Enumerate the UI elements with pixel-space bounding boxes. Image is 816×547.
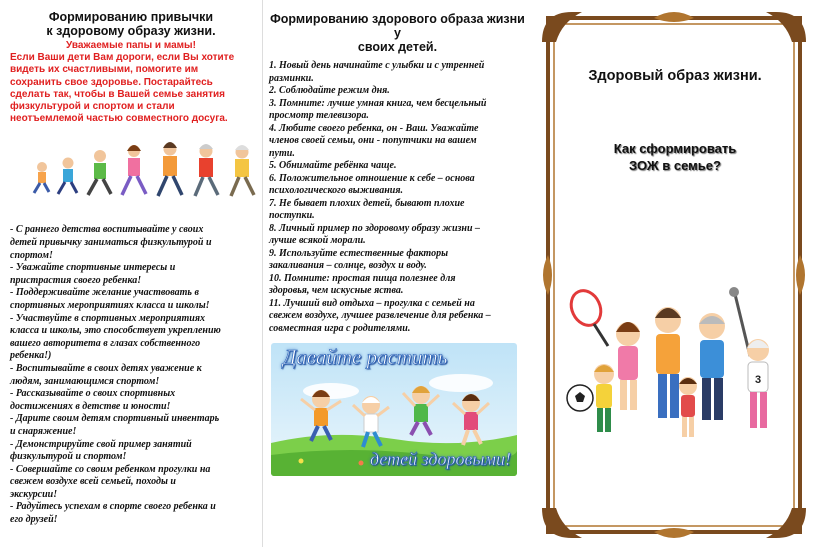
parent-tip-line: и снаряжение! bbox=[10, 425, 77, 437]
runner-figure bbox=[34, 162, 49, 193]
appeal-line: Уважаемые папы и мамы! bbox=[66, 40, 196, 51]
rule-line: закаливания – солнце, воздух и воду. bbox=[269, 260, 427, 271]
soccer-ball-icon bbox=[567, 385, 593, 411]
parent-tip-line: его друзей! bbox=[10, 514, 58, 526]
rule-line: 1. Новый день начинайте с улыбки и с утренней bbox=[269, 60, 485, 71]
rule-line: просмотр телевизора. bbox=[269, 110, 369, 121]
jersey-number: 3 bbox=[754, 374, 762, 386]
rule-line: 11. Лучший вид отдыха – прогулка с семьей на bbox=[269, 297, 475, 309]
cover-subtitle bbox=[534, 140, 816, 174]
hockey-stick-icon bbox=[729, 287, 750, 356]
rule-line: 3. Помните: лучше умная книга, чем бесцельный bbox=[269, 97, 487, 109]
parent-tip-line: - С раннего детства воспитывайте у своих bbox=[10, 224, 204, 236]
healthy-lifestyle-rules bbox=[269, 60, 526, 335]
runner-figure bbox=[58, 158, 77, 195]
family-member-figure bbox=[655, 307, 681, 418]
appeal-line: физкультурой и спортом и стали bbox=[10, 101, 175, 113]
left-heading-line: Формированию привычки bbox=[48, 10, 214, 24]
appeal-line: Если Ваши дети Вам дороги, если Вы хотите bbox=[10, 52, 235, 64]
appeal-line: неотъемлемой частью совместного досуга. bbox=[10, 113, 228, 125]
runner-figure bbox=[231, 145, 254, 196]
runner-figure bbox=[195, 144, 218, 196]
parent-tip-line: физкультурой и спортом! bbox=[10, 451, 127, 463]
appeal-line: сохранить свое здоровье. Постарайтесь bbox=[10, 76, 213, 88]
parent-tip-line: людям, занимающимся спортом! bbox=[10, 375, 160, 387]
cover-subtitle-line: ЗОЖ в семье? bbox=[629, 158, 721, 173]
rule-line: поступки. bbox=[269, 210, 315, 221]
banner-title-top: Давайте растить bbox=[283, 345, 448, 369]
runner-figure bbox=[88, 150, 111, 195]
parent-tip-line: - Уважайте спортивные интересы и bbox=[10, 262, 176, 274]
parent-tip-line: - Воспитывайте в своих детях уважение к bbox=[10, 362, 202, 374]
rule-line: 8. Личный пример по здоровому образу жизни – bbox=[269, 222, 481, 234]
parent-tip-line: спортом! bbox=[10, 249, 53, 261]
parent-tip-line: ребенка!) bbox=[10, 350, 52, 362]
rule-line: 7. Не бывает плохих детей, бывают плохие bbox=[269, 197, 465, 209]
rule-line: 10. Помните: простая пища полезнее для bbox=[269, 272, 456, 284]
parent-tip-line: свежем воздухе всей семьей, походы и bbox=[10, 476, 176, 488]
family-member-figure bbox=[699, 313, 725, 420]
left-heading bbox=[10, 10, 252, 38]
parent-tip-line: детей привычку заниматься физкультурой и bbox=[10, 237, 212, 249]
rule-line: 4. Любите своего ребенка, он - Ваш. Уважайте bbox=[269, 122, 479, 134]
parent-tips-list bbox=[10, 224, 252, 526]
parent-tip-line: - Совершайте со своим ребенком прогулки на bbox=[10, 463, 211, 475]
family-member-figure bbox=[616, 322, 640, 410]
family-member-figure bbox=[679, 377, 697, 437]
rule-line: свежем воздухе, лучшее развлечение для ребенка – bbox=[269, 310, 491, 321]
banner-title-bottom: детей здоровыми! bbox=[370, 449, 511, 469]
rule-line: разминки. bbox=[269, 72, 314, 84]
parent-tip-line: - Радуйтесь успехам в спорте своего ребенка и bbox=[10, 501, 216, 513]
middle-heading-line: своих детей. bbox=[357, 40, 438, 54]
appeal-line: сделать так, чтобы в Вашей семье занятия bbox=[10, 88, 225, 100]
left-heading-line: к здоровому образу жизни. bbox=[46, 24, 216, 38]
rule-line: членов своей семьи, они - попутчики на вашем bbox=[269, 135, 477, 146]
cover-subtitle-line: Как сформировать bbox=[613, 141, 737, 156]
parent-tip-line: вашего авторитета в глазах собственного bbox=[10, 337, 201, 349]
rule-line: здоровья, чем искусные яства. bbox=[269, 285, 404, 296]
rule-line: пути. bbox=[269, 147, 295, 159]
middle-heading-line: Формированию здорового образа жизни у bbox=[270, 12, 525, 40]
sporty-family-illustration bbox=[564, 286, 790, 446]
parents-appeal bbox=[10, 40, 252, 125]
cover-panel bbox=[534, 0, 816, 547]
parent-tip-line: - Поддерживайте желание участвовать в bbox=[10, 287, 199, 299]
left-panel bbox=[0, 0, 262, 547]
rule-line: психологического выживания. bbox=[269, 185, 403, 196]
parent-tip-line: - Демонстрируйте свой пример занятий bbox=[10, 438, 192, 450]
family-member-figure bbox=[747, 339, 769, 428]
parent-tip-line: пристрастия своего ребенка! bbox=[10, 274, 142, 286]
rule-line: лучше всякой морали. bbox=[269, 235, 366, 246]
rule-line: 9. Используйте естественные факторы bbox=[269, 247, 449, 259]
appeal-line: видеть их счастливыми, помогите им bbox=[10, 64, 199, 76]
rule-line: 6. Положительное отношение к себе – основа bbox=[269, 172, 475, 184]
parent-tip-line: спортивных мероприятиях класса и школы! bbox=[10, 299, 210, 311]
parent-tip-line: экскурсии! bbox=[10, 488, 58, 500]
runner-figure bbox=[158, 142, 182, 196]
healthy-kids-banner bbox=[271, 343, 517, 476]
parent-tip-line: - Дарите своим детям спортивный инвентарь bbox=[10, 413, 220, 425]
parent-tip-line: класса и школы, это способствует укреплению bbox=[10, 325, 221, 337]
cover-title: Здоровый образ жизни. bbox=[588, 68, 762, 84]
parent-tip-line: - Участвуйте в спортивных мероприятиях bbox=[10, 312, 205, 324]
parent-tip-line: - Рассказывайте о своих спортивных bbox=[10, 388, 176, 400]
rule-line: 2. Соблюдайте режим дня. bbox=[269, 85, 390, 96]
middle-heading bbox=[269, 12, 526, 54]
ornamental-frame bbox=[542, 12, 806, 538]
middle-panel bbox=[262, 0, 534, 547]
family-member-figure bbox=[594, 364, 614, 432]
runner-figure bbox=[122, 145, 146, 195]
tennis-racket-icon bbox=[566, 286, 608, 346]
rule-line: 5. Обнимайте ребёнка чаще. bbox=[269, 160, 397, 171]
running-family-illustration bbox=[20, 139, 260, 201]
parent-tip-line: достижениях в детстве и юности! bbox=[10, 400, 171, 412]
rule-line: совместная игра с родителями. bbox=[269, 322, 411, 334]
